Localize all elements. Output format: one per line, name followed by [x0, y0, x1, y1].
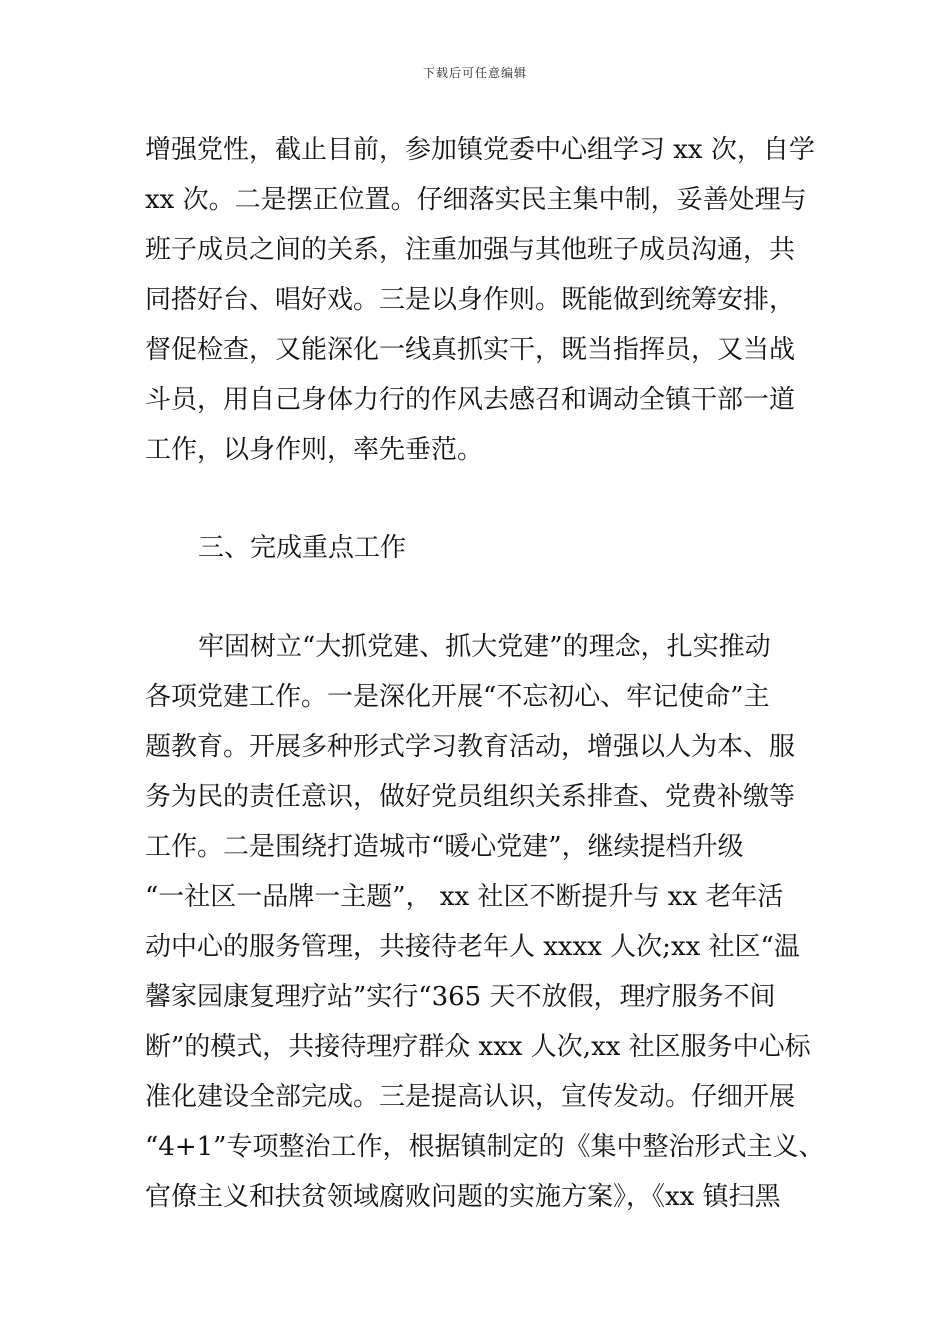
paragraph-2-line: 工作。二是围绕打造城市“暖心党建”，继续提档升级: [145, 832, 744, 862]
paragraph-1-line: 督促检查，又能深化一线真抓实干，既当指挥员，又当战: [145, 335, 796, 365]
paragraph-2-line: 准化建设全部完成。三是提高认识，宣传发动。仔细开展: [145, 1082, 796, 1112]
paragraph-2-line: 官僚主义和扶贫领域腐败问题的实施方案》，《xx 镇扫黑: [145, 1182, 781, 1212]
paragraph-2-line: “一社区一品牌一主题”， xx 社区不断提升与 xx 老年活: [145, 882, 784, 912]
paragraph-2-line: 动中心的服务管理，共接待老年人 xxxx 人次;xx 社区“温: [145, 932, 800, 962]
paragraph-1-line: 同搭好台、唱好戏。三是以身作则。既能做到统筹安排，: [145, 285, 796, 315]
paragraph-2-line: 馨家园康复理疗站”实行“365 天不放假，理疗服务不间: [145, 982, 776, 1012]
paragraph-2-line: 牢固树立“大抓党建、抓大党建”的理念，扎实推动: [198, 632, 771, 662]
paragraph-2-line: 题教育。开展多种形式学习教育活动，增强以人为本、服: [145, 732, 796, 762]
paragraph-2-line: 断”的模式，共接待理疗群众 xxx 人次,xx 社区服务中心标: [145, 1032, 811, 1062]
paragraph-1-line: 增强党性，截止目前，参加镇党委中心组学习 xx 次，自学: [145, 135, 815, 165]
paragraph-1-line: 班子成员之间的关系，注重加强与其他班子成员沟通，共: [145, 235, 796, 265]
section-heading: 三、完成重点工作: [198, 533, 407, 563]
paragraph-1-line: xx 次。二是摆正位置。仔细落实民主集中制，妥善处理与: [145, 185, 807, 215]
paragraph-2-line: 务为民的责任意识，做好党员组织关系排查、党费补缴等: [145, 782, 796, 812]
paragraph-1-line: 斗员，用自己身体力行的作风去感召和调动全镇干部一道: [145, 385, 796, 415]
paragraph-2-line: 各项党建工作。一是深化开展“不忘初心、牢记使命”主: [145, 682, 770, 712]
page-header: 下载后可任意编辑: [422, 66, 527, 80]
paragraph-1-line: 工作，以身作则，率先垂范。: [145, 435, 484, 465]
paragraph-2-line: “4+1”专项整治工作，根据镇制定的《集中整治形式主义、: [145, 1132, 825, 1162]
